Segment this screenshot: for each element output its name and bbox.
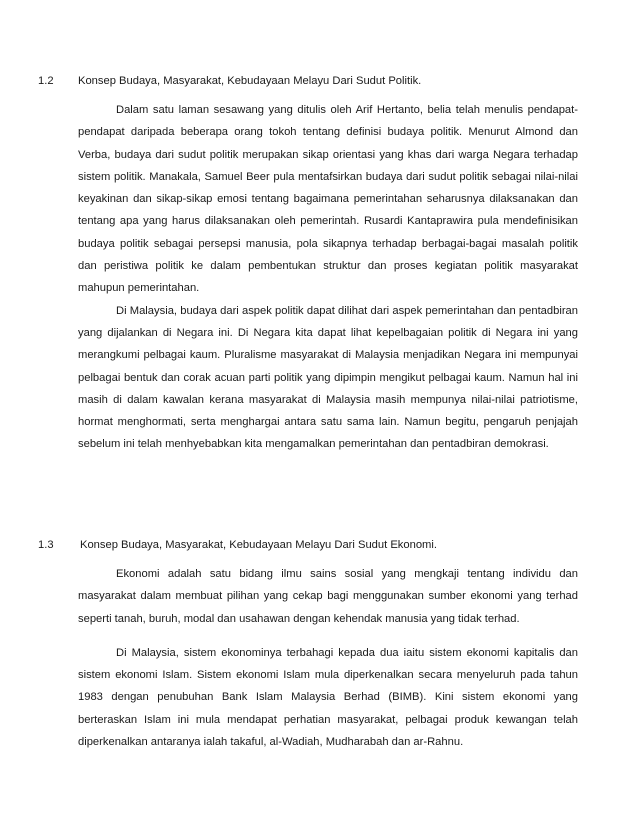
section-title: Konsep Budaya, Masyarakat, Kebudayaan Melayu Dari Sudut Politik. xyxy=(78,75,422,87)
section-heading xyxy=(0,71,638,91)
section-title: Konsep Budaya, Masyarakat, Kebudayaan Melayu Dari Sudut Ekonomi. xyxy=(80,539,437,551)
section-1-3 xyxy=(0,535,638,749)
section-number: 1.3 xyxy=(38,539,54,551)
paragraph: Ekonomi adalah satu bidang ilmu sains sosial yang mengkaji tentang individu dan masyarakat dalam membuat pilihan yang cekap bagi menggunakan sumber ekonomi yang terhad seperti tanah, buruh, modal dan usahawan dengan kehendak manusia yang tidak terhad. xyxy=(78,568,578,625)
paragraph: Di Malaysia, sistem ekonominya terbahagi kepada dua iaitu sistem ekonomi kapitalis dan sistem ekonomi Islam. Sistem ekonomi Islam mula diperkenalkan secara menyeluruh pada tahun 1983 dengan penubuhan Bank Islam Malaysia Berhad (BIMB). Kini sistem ekonomi yang berteraskan Islam ini mula mendapat perhatian masyarakat, pelbagai produk kewangan telah diperkenalkan antaranya ialah takaful, al-Wadiah, Mudharabah dan ar-Rahnu. xyxy=(78,646,578,749)
section-1-2 xyxy=(0,71,638,451)
paragraph: Dalam satu laman sesawang yang ditulis oleh Arif Hertanto, belia telah menulis pendapat-pendapat daripada beberapa orang tokoh tentang definisi budaya politik. Menurut Almond dan Verba, budaya dari sudut politik merupakan sikap orientasi yang khas dari warga Negara terhadap sistem politik. Manakala, Samuel Beer pula mentafsirkan budaya dari sudut politik sebagai nilai-nilai keyakinan dan sikap-sikap emosi tentang bagaimana pemerintahan seharusnya dilaksanakan dan tentang apa yang harus dilaksanakan oleh pemerintah. Rusardi Kantaprawira pula mendefinisikan budaya politik sebagai persepsi manusia, pola sikapnya terhadap berbagai-bagai masalah politik dan peristiwa politik ke dalam pembentukan struktur dan proses kegiatan politik masyarakat mahupun pemerintahan. xyxy=(78,104,578,295)
section-heading xyxy=(0,535,638,555)
section-body xyxy=(78,563,578,753)
section-body xyxy=(78,99,578,456)
section-number: 1.2 xyxy=(38,75,54,87)
paragraph: Di Malaysia, budaya dari aspek politik dapat dilihat dari aspek pemerintahan dan pentadbiran yang dijalankan di Negara ini. Di Negara kita dapat lihat kepelbagaian politik di Negara ini yang merangkumi pelbagai kaum. Pluralisme masyarakat di Malaysia menjadikan Negara ini mempunyai pelbagai bentuk dan corak acuan parti politik yang dipimpin mengikut pelbagai kaum. Namun hal ini masih di dalam kawalan kerana masyarakat di Malaysia masih mempunya nilai-nilai patriotisme, hormat menghormati, serta menghargai antara satu sama lain. Namun begitu, pengaruh penjajah sebelum ini telah menhyebabkan kita mengamalkan pemerintahan dan pentadbiran demokrasi. xyxy=(78,304,578,451)
